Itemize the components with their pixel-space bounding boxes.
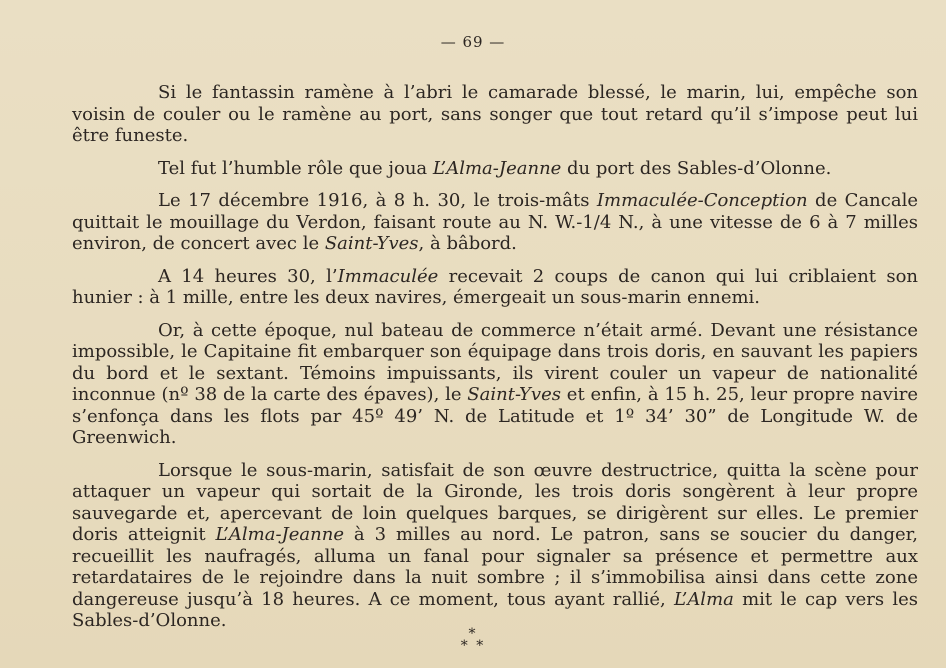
paragraph-2-text-2: du port des Sables-d’Olonne. [561, 157, 832, 179]
paragraph-3-text-3: , à bâbord. [418, 233, 517, 254]
paragraph-3-text-2: de Cancale quittait le mouillage du Verdon, faisant route au N. W.-1/4 N., à une vitesse de 6 à 7 milles environ, de concert avec le [72, 190, 918, 254]
ship-name-alma: L’Alma [673, 588, 734, 610]
paragraph-5-text-1: Or, à cette époque, nul bateau de commerce n’était armé. Devant une résistance impossible, le Capitaine fit embarquer son équipage dans trois doris, en sauvant les papiers du bord et le sextant. Témoins impuissants, ils virent couler un vapeur de nationalité inconnue (nº 38 de la carte des épaves), le [72, 319, 918, 405]
paragraph-5-text-2: et enfin, à 15 h. 25, leur propre navire s’enfonça dans les flots par 45º 49’ N. de Latitude et 1º 34’ 30” de Longitude W. de Greenwich. [72, 384, 918, 448]
paragraph-4 [72, 266, 918, 309]
ship-name-immaculee-conception: Immaculée-Conception [596, 190, 808, 211]
paragraph-2-text-1: Tel fut l’humble rôle que joua [158, 157, 433, 179]
body-text [72, 82, 918, 643]
paragraph-5 [72, 320, 918, 449]
asterism-top: * [468, 626, 478, 642]
ship-name-saint-yves: Saint-Yves [324, 233, 419, 254]
ship-name-alma-jeanne-2: L’Alma-Jeanne [215, 524, 344, 545]
ship-name-alma-jeanne: L’Alma-Jeanne [432, 157, 562, 179]
paragraph-1 [72, 82, 918, 147]
paragraph-4-text-1: A 14 heures 30, l’ [158, 265, 338, 287]
paragraph-2 [72, 158, 918, 180]
ship-name-saint-yves-2: Saint-Yves [467, 384, 561, 405]
ship-name-immaculee: Immaculée [337, 265, 439, 287]
paragraph-1-text: Si le fantassin ramène à l’abri le camarade blessé, le marin, lui, empêche son voisin de couler ou le ramène au port, sans songer que tout retard qu’il s’impose peut lui être funeste. [72, 82, 918, 146]
paragraph-3 [72, 190, 918, 255]
paragraph-3-text-1: Le 17 décembre 1916, à 8 h. 30, le trois-mâts [158, 190, 597, 211]
paragraph-6-text-2: à 3 milles au nord. Le patron, sans se soucier du danger, recueillit les naufragés, alluma un fanal pour signaler sa présence et permettre aux retardataires de le rejoindre dans la nuit sombre ; il s’immobilisa ainsi dans cette zone dangereuse jusqu’à 18 heures. A ce moment, tous ayant rallié, [72, 524, 918, 610]
paragraph-6 [72, 460, 918, 632]
paragraph-6-text-1: Lorsque le sous-marin, satisfait de son œuvre destructrice, quitta la scène pour attaquer un vapeur qui sortait de la Gironde, les trois doris songèrent à leur propre sauvegarde et, apercevant de loin quelques barques, se dirigèrent sur elles. Le premier doris atteignit [72, 459, 918, 545]
asterism-ornament [0, 628, 946, 652]
paragraph-6-text-3: mit le cap vers les Sables-d’Olonne. [72, 588, 918, 631]
page-number: — 69 — [440, 33, 506, 51]
asterism-bottom: * * [460, 638, 486, 654]
paragraph-4-text-2: recevait 2 coups de canon qui lui criblaient son hunier : à 1 mille, entre les deux navires, émergeait un sous-marin ennemi. [72, 265, 918, 308]
